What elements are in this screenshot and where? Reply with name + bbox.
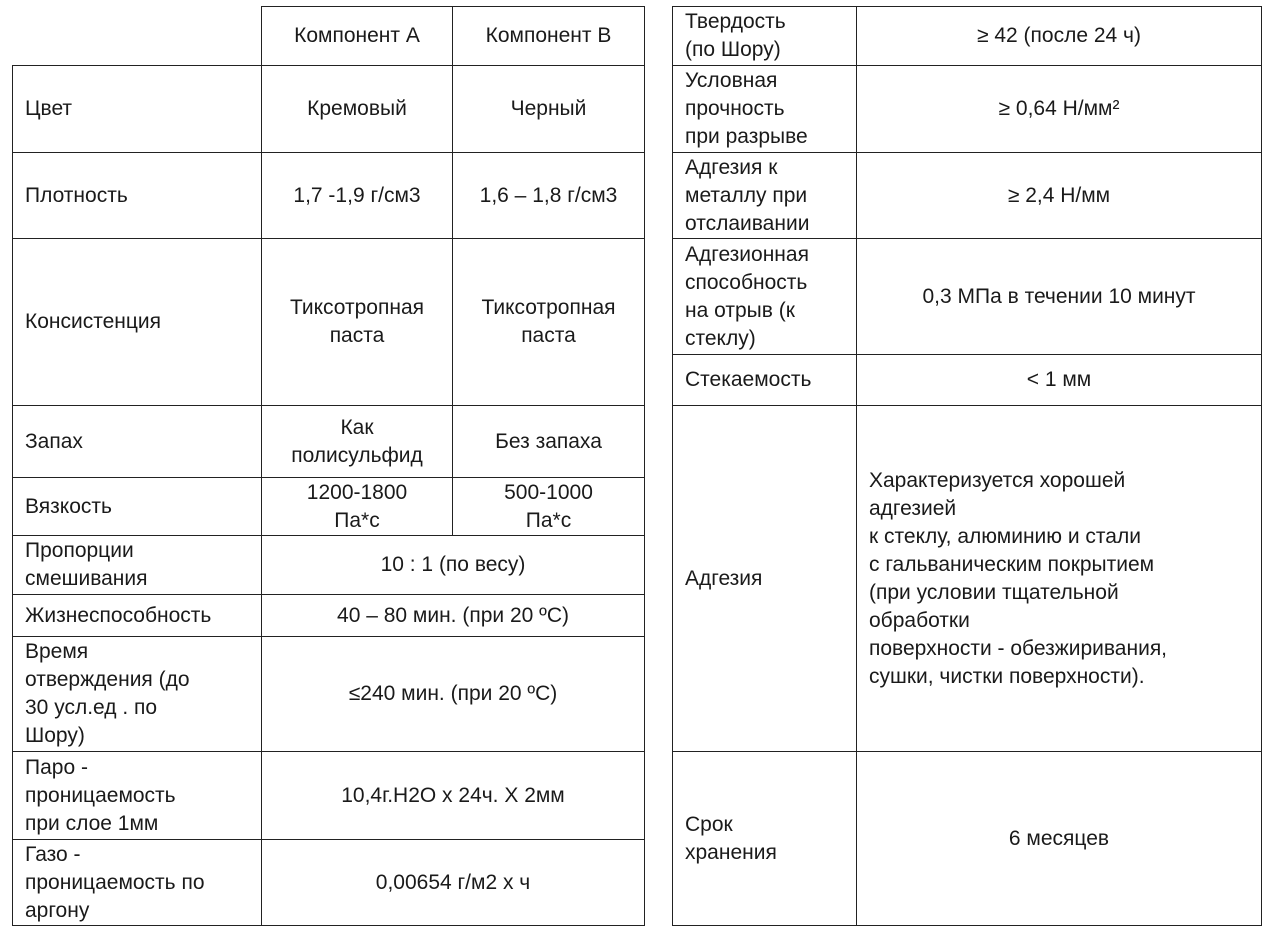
column-header-component-b: Компонент В (453, 7, 645, 66)
table-row (13, 478, 645, 536)
table-row (13, 406, 645, 478)
row-value: ≥ 2,4 Н/мм (857, 153, 1262, 239)
row-value: ≥ 42 (после 24 ч) (857, 7, 1262, 66)
row-value: 0,00654 г/м2 х ч (262, 840, 645, 926)
table-row (673, 239, 1262, 355)
row-value: 10 : 1 (по весу) (262, 536, 645, 595)
row-label: Цвет (13, 66, 262, 153)
table-row (673, 153, 1262, 239)
row-label: Время отверждения (до 30 усл.ед . по Шору) (13, 637, 262, 752)
table-row (13, 536, 645, 595)
row-value: 10,4г.H2O х 24ч. Х 2мм (262, 752, 645, 840)
properties-table-left (12, 6, 645, 926)
row-value: 40 – 80 мин. (при 20 ºС) (262, 595, 645, 637)
table-row (673, 7, 1262, 66)
row-label: Вязкость (13, 478, 262, 536)
table-row (673, 66, 1262, 153)
table-row (13, 595, 645, 637)
column-header-component-a: Компонент А (262, 7, 453, 66)
row-label: Стекаемость (673, 355, 857, 406)
row-label: Твердость (по Шору) (673, 7, 857, 66)
component-a-value: Тиксотропная паста (262, 239, 453, 406)
table-row (13, 66, 645, 153)
table-row (13, 752, 645, 840)
table-row (13, 7, 645, 66)
row-label: Адгезионная способность на отрыв (к стеклу) (673, 239, 857, 355)
row-label: Срок хранения (673, 752, 857, 926)
row-label: Паро - проницаемость при слое 1мм (13, 752, 262, 840)
component-a-value: 1200-1800 Па*с (262, 478, 453, 536)
row-label: Запах (13, 406, 262, 478)
component-a-value: Кремовый (262, 66, 453, 153)
table-row (13, 637, 645, 752)
row-value: 0,3 МПа в течении 10 минут (857, 239, 1262, 355)
component-a-value: 1,7 -1,9 г/см3 (262, 153, 453, 239)
table-row (13, 840, 645, 926)
table-row (673, 406, 1262, 752)
row-label: Газо - проницаемость по аргону (13, 840, 262, 926)
component-b-value: 500-1000 Па*с (453, 478, 645, 536)
row-value: Характеризуется хорошей адгезией к стеклу, алюминию и стали с гальваническим покрытием (при условии тщательной обработки поверхности - обезжиривания, сушки, чистки поверхности). (857, 406, 1262, 752)
properties-table-right (672, 6, 1262, 926)
empty-header-cell (13, 7, 262, 66)
component-b-value: Без запаха (453, 406, 645, 478)
component-b-value: Тиксотропная паста (453, 239, 645, 406)
component-b-value: Черный (453, 66, 645, 153)
row-label: Плотность (13, 153, 262, 239)
row-value: ≥ 0,64 Н/мм² (857, 66, 1262, 153)
table-row (673, 355, 1262, 406)
row-value: < 1 мм (857, 355, 1262, 406)
row-label: Консистенция (13, 239, 262, 406)
component-a-value: Как полисульфид (262, 406, 453, 478)
row-label: Адгезия к металлу при отслаивании (673, 153, 857, 239)
component-b-value: 1,6 – 1,8 г/см3 (453, 153, 645, 239)
row-value: ≤240 мин. (при 20 ºС) (262, 637, 645, 752)
row-label: Пропорции смешивания (13, 536, 262, 595)
row-label: Жизнеспособность (13, 595, 262, 637)
table-row (13, 239, 645, 406)
table-row (13, 153, 645, 239)
row-label: Условная прочность при разрыве (673, 66, 857, 153)
row-label: Адгезия (673, 406, 857, 752)
table-row (673, 752, 1262, 926)
row-value: 6 месяцев (857, 752, 1262, 926)
